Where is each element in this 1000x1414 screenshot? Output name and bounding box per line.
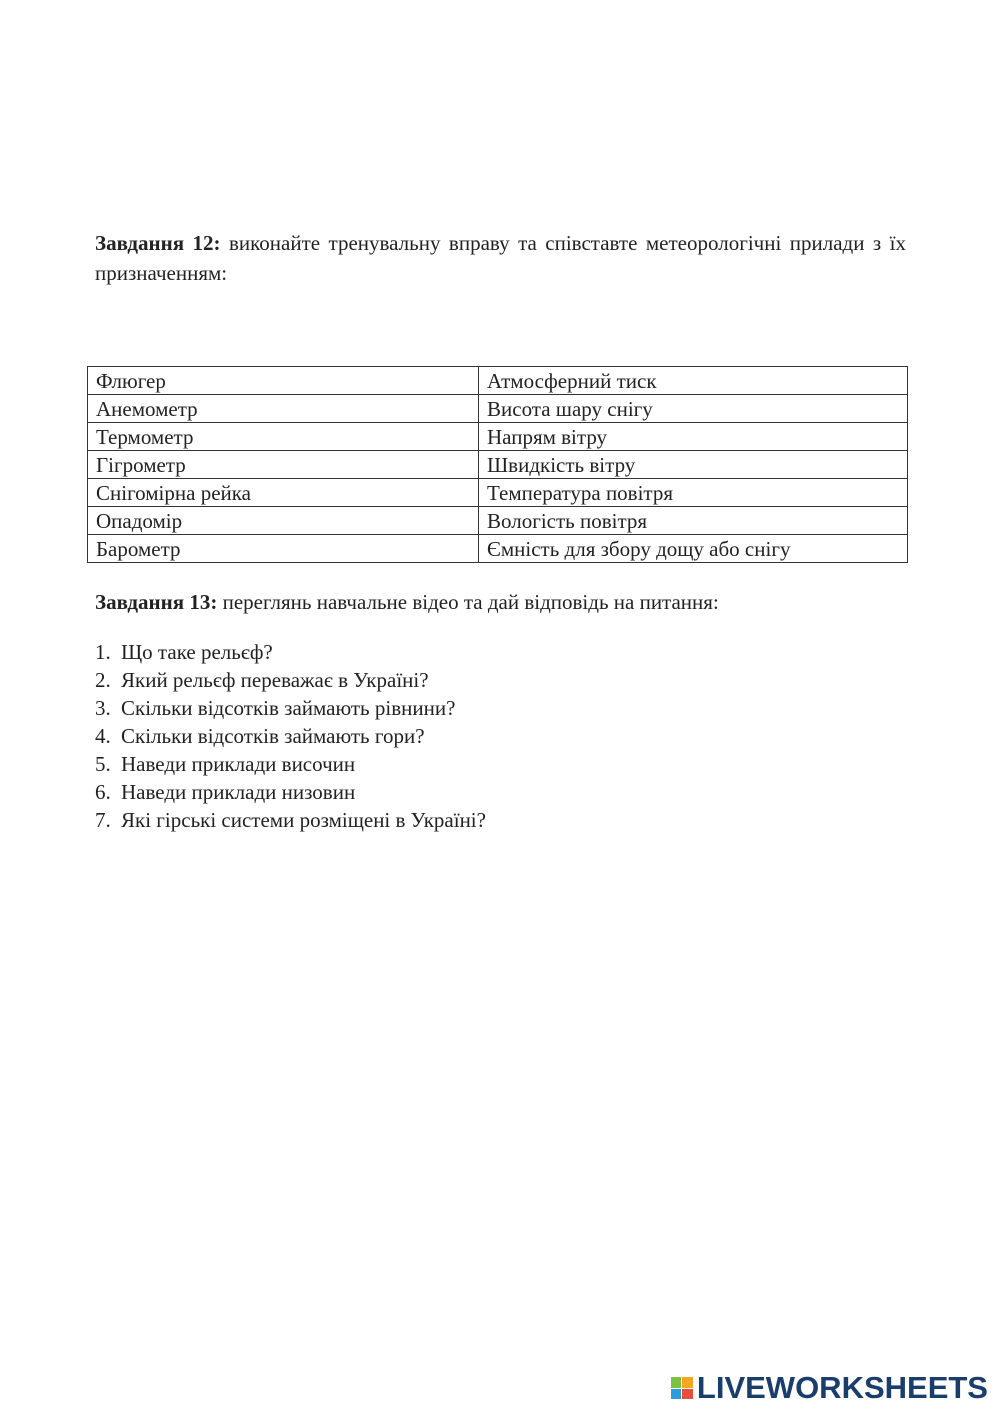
question-text: Наведи приклади низовин bbox=[121, 780, 356, 804]
list-item bbox=[95, 778, 486, 806]
instrument-cell[interactable]: Флюгер bbox=[88, 367, 479, 395]
table-row bbox=[88, 535, 908, 563]
question-number: 2. bbox=[95, 668, 111, 692]
purpose-cell[interactable]: Напрям вітру bbox=[479, 423, 908, 451]
question-text: Скільки відсотків займають рівнини? bbox=[121, 696, 456, 720]
question-text: Який рельєф переважає в Україні? bbox=[121, 668, 429, 692]
task-13-text: переглянь навчальне відео та дай відповідь на питання: bbox=[217, 590, 719, 614]
question-number: 5. bbox=[95, 752, 111, 776]
purpose-cell[interactable]: Швидкість вітру bbox=[479, 451, 908, 479]
table-row bbox=[88, 479, 908, 507]
question-number: 7. bbox=[95, 808, 111, 832]
purpose-cell[interactable]: Температура повітря bbox=[479, 479, 908, 507]
question-number: 3. bbox=[95, 696, 111, 720]
task-13-label: Завдання 13: bbox=[95, 590, 218, 614]
task-12-paragraph bbox=[95, 228, 906, 288]
table-row bbox=[88, 451, 908, 479]
question-number: 6. bbox=[95, 780, 111, 804]
instrument-cell[interactable]: Гігрометр bbox=[88, 451, 479, 479]
instrument-cell[interactable]: Снігомірна рейка bbox=[88, 479, 479, 507]
question-text: Наведи приклади височин bbox=[121, 752, 356, 776]
list-item bbox=[95, 750, 486, 778]
purpose-cell[interactable]: Вологість повітря bbox=[479, 507, 908, 535]
task-13-paragraph bbox=[95, 587, 906, 617]
liveworksheets-logo-icon bbox=[671, 1377, 693, 1399]
liveworksheets-logo[interactable] bbox=[671, 1368, 988, 1408]
matching-table bbox=[87, 366, 908, 563]
brand-wordmark: LIVEWORKSHEETS bbox=[696, 1370, 988, 1405]
question-text: Скільки відсотків займають гори? bbox=[121, 724, 425, 748]
purpose-cell[interactable]: Атмосферний тиск bbox=[479, 367, 908, 395]
question-number: 1. bbox=[95, 640, 111, 664]
instrument-cell[interactable]: Термометр bbox=[88, 423, 479, 451]
task-12-label: Завдання 12: bbox=[95, 231, 221, 255]
table-row bbox=[88, 507, 908, 535]
table-row bbox=[88, 423, 908, 451]
instrument-cell[interactable]: Барометр bbox=[88, 535, 479, 563]
list-item bbox=[95, 694, 486, 722]
question-text: Які гірські системи розміщені в Україні? bbox=[121, 808, 486, 832]
purpose-cell[interactable]: Ємність для збору дощу або снігу bbox=[479, 535, 908, 563]
instrument-cell[interactable]: Анемометр bbox=[88, 395, 479, 423]
task-12-text: виконайте тренувальну вправу та співставте метеорологічні прилади з їх призначенням: bbox=[95, 231, 906, 285]
question-number: 4. bbox=[95, 724, 111, 748]
list-item bbox=[95, 722, 486, 750]
question-text: Що таке рельєф? bbox=[121, 640, 273, 664]
question-list bbox=[95, 638, 486, 834]
list-item bbox=[95, 638, 486, 666]
table-row bbox=[88, 367, 908, 395]
instrument-cell[interactable]: Опадомір bbox=[88, 507, 479, 535]
purpose-cell[interactable]: Висота шару снігу bbox=[479, 395, 908, 423]
list-item bbox=[95, 806, 486, 834]
table-row bbox=[88, 395, 908, 423]
list-item bbox=[95, 666, 486, 694]
